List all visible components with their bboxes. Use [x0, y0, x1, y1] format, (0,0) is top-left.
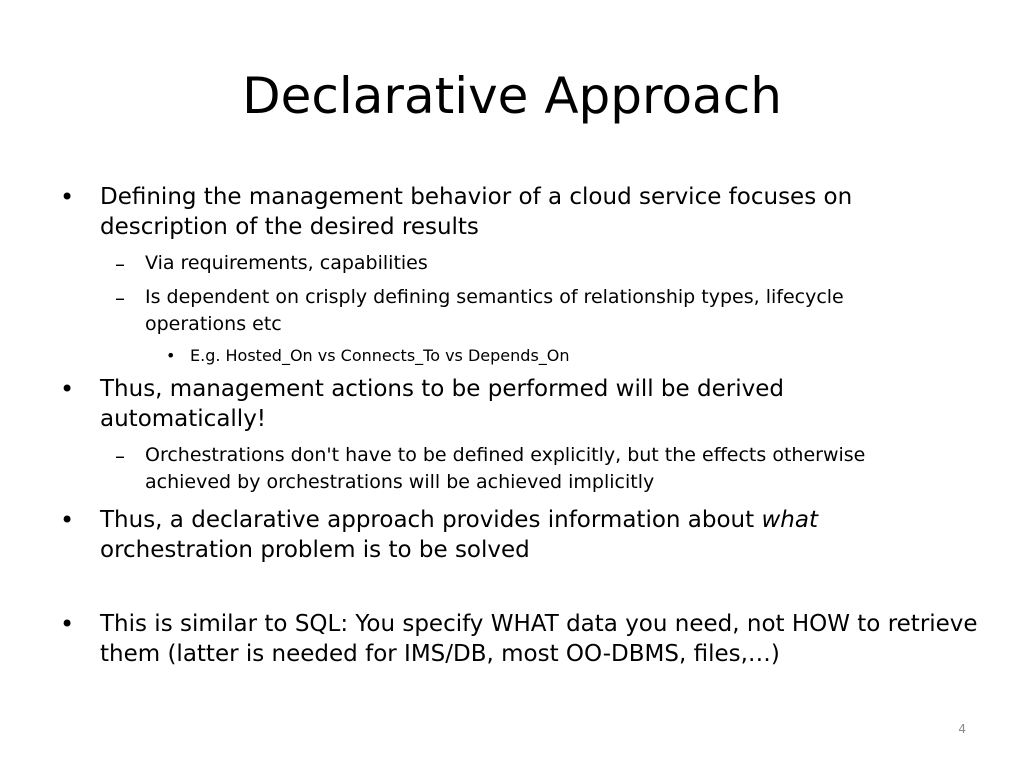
bullet-text: Via requirements, capabilities [145, 252, 428, 274]
bullet-marker: • [60, 375, 75, 403]
bullet-text: Thus, management actions to be performed will be derived automatically! [100, 376, 784, 432]
bullet-level1 [60, 374, 900, 434]
dash-marker: – [115, 252, 125, 276]
bullet-text: Orchestrations don't have to be defined explicitly, but the effects otherwise achieved by orchestrations will be achieved implicitly [145, 444, 866, 493]
bullet-level1 [60, 505, 900, 565]
bullet-level3 [166, 345, 950, 367]
page-number: 4 [958, 722, 966, 736]
bullet-level2 [115, 250, 965, 277]
dash-marker: – [115, 286, 125, 310]
bullet-marker: • [166, 346, 176, 365]
bullet-marker: • [60, 183, 75, 211]
bullet-level1 [60, 609, 980, 669]
dash-marker: – [115, 444, 125, 468]
bullet-text-before: Thus, a declarative approach provides information about [100, 507, 762, 533]
slide-title: Declarative Approach [242, 67, 782, 125]
bullet-level1 [60, 182, 980, 242]
bullet-marker: • [60, 506, 75, 534]
bullet-text: This is similar to SQL: You specify WHAT data you need, not HOW to retrieve them (latter is needed for IMS/DB, most OO-DBMS, files,…) [100, 611, 978, 667]
bullet-level2 [115, 284, 905, 338]
bullet-text-emphasis: what [761, 507, 818, 533]
bullet-text: Is dependent on crisply defining semantics of relationship types, lifecycle operations etc [145, 286, 844, 335]
bullet-text [100, 505, 900, 565]
bullet-level2 [115, 442, 935, 496]
bullet-marker: • [60, 610, 75, 638]
bullet-text-after: orchestration problem is to be solved [100, 537, 530, 563]
bullet-text: Defining the management behavior of a cloud service focuses on description of the desired results [100, 184, 853, 240]
bullet-text: E.g. Hosted_On vs Connects_To vs Depends_On [190, 346, 570, 365]
